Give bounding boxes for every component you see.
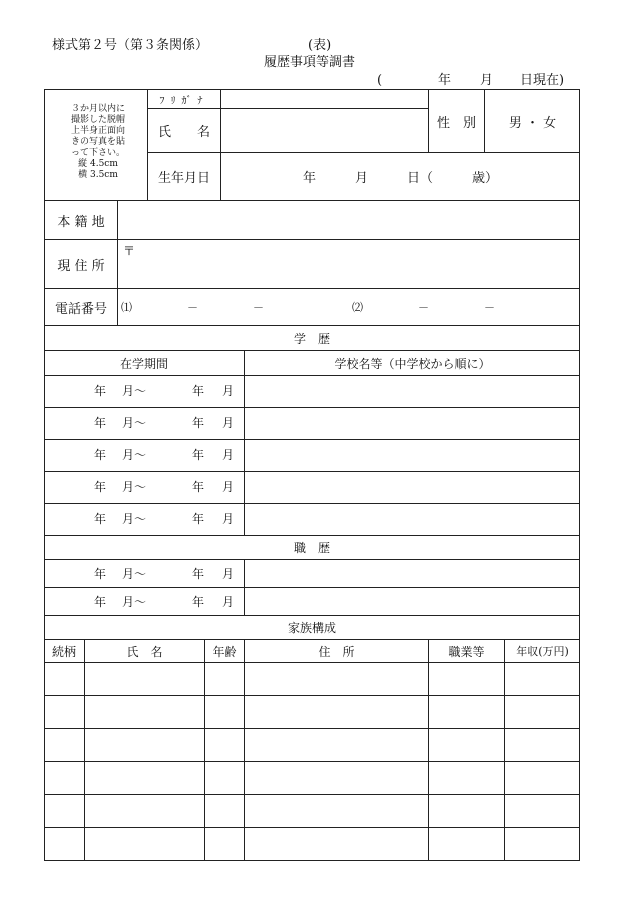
postal-mark: 〒: [123, 244, 136, 258]
family-row-line: [44, 827, 580, 828]
domicile-label: 本 籍 地: [57, 214, 105, 230]
family-header-income: 年収(万円): [516, 645, 569, 658]
name-label: 氏 名: [157, 125, 210, 140]
edu-school-header: 学校名等（中学校から順に）: [334, 356, 491, 371]
edu-from-month: 月〜: [122, 448, 147, 462]
furigana-field[interactable]: [221, 90, 427, 108]
career-to-month: 月: [222, 595, 235, 609]
family-header-address: 住 所: [318, 644, 355, 659]
family-header-line: [44, 662, 580, 663]
sex-label: 性 別: [436, 115, 476, 131]
date-paren-open: (: [377, 73, 383, 88]
career-title-line: [44, 559, 580, 560]
edu-to-year: 年: [192, 384, 205, 398]
career-from-month: 月〜: [122, 567, 147, 581]
career-to-year: 年: [192, 567, 205, 581]
phone-label: 電話番号: [54, 302, 107, 317]
career-from-year: 年: [94, 595, 107, 609]
edu-to-month: 月: [222, 416, 235, 430]
career-to-year: 年: [192, 595, 205, 609]
edu-row-line: [44, 407, 580, 408]
edu-from-year: 年: [94, 480, 107, 494]
edu-to-month: 月: [222, 448, 235, 462]
career-from-year: 年: [94, 567, 107, 581]
address-field[interactable]: [140, 240, 578, 288]
family-section-title: 家族構成: [287, 621, 336, 635]
family-row-line: [44, 794, 580, 795]
address-bottom-line: [44, 288, 580, 289]
edu-to-month: 月: [222, 512, 235, 526]
date-year-label: 年: [438, 73, 452, 88]
edu-from-year: 年: [94, 512, 107, 526]
family-header-occupation: 職業等: [448, 644, 485, 659]
family-row-line: [44, 695, 580, 696]
career-row-line: [44, 587, 580, 588]
edu-header-line: [44, 375, 580, 376]
edu-from-month: 月〜: [122, 384, 147, 398]
family-header-relation: 続柄: [51, 644, 76, 659]
page-title: 履歴事項等調書: [264, 55, 356, 70]
date-suffix-label: 日現在): [520, 73, 565, 88]
family-header-name: 氏 名: [126, 644, 163, 659]
name-field[interactable]: [221, 109, 427, 152]
career-section-title: 職 歴: [293, 541, 330, 555]
form-number: 様式第２号（第３条関係）: [52, 38, 209, 53]
birth-date-field[interactable]: 年 月 日（ 歳）: [302, 171, 498, 186]
edu-period-divider: [244, 350, 245, 536]
edu-from-year: 年: [94, 448, 107, 462]
edu-from-month: 月〜: [122, 512, 147, 526]
edu-to-month: 月: [222, 480, 235, 494]
edu-row-line: [44, 439, 580, 440]
edu-row-line: [44, 471, 580, 472]
education-section-title: 学 歴: [293, 332, 330, 346]
edu-from-month: 月〜: [122, 416, 147, 430]
edu-to-year: 年: [192, 416, 205, 430]
edu-to-year: 年: [192, 480, 205, 494]
phone-field-2[interactable]: ⑵ － －: [352, 301, 495, 314]
date-month-label: 月: [480, 73, 494, 88]
address-label: 現 住 所: [57, 258, 105, 274]
edu-from-month: 月〜: [122, 480, 147, 494]
edu-to-year: 年: [192, 512, 205, 526]
edu-from-year: 年: [94, 384, 107, 398]
domicile-field[interactable]: [118, 201, 579, 239]
edu-from-year: 年: [94, 416, 107, 430]
edu-to-year: 年: [192, 448, 205, 462]
edu-period-header: 在学期間: [119, 356, 168, 371]
furigana-label: ﾌﾘｶﾞﾅ: [159, 95, 209, 107]
phone-field-1[interactable]: ⑴ － －: [121, 301, 264, 314]
sex-option[interactable]: 男 ・ 女: [508, 115, 557, 131]
photo-instructions: ３か月以内に 撮影した脱帽 上半身正面向 きの写真を貼 って下さい。 縦 4.5cm 横 3.5cm: [70, 104, 125, 180]
family-row-line: [44, 761, 580, 762]
birth-label: 生年月日: [157, 171, 210, 186]
career-from-month: 月〜: [122, 595, 147, 609]
family-row-line: [44, 728, 580, 729]
career-to-month: 月: [222, 567, 235, 581]
family-header-age: 年齢: [212, 644, 237, 659]
edu-to-month: 月: [222, 384, 235, 398]
side-label: (表): [308, 38, 332, 53]
edu-row-line: [44, 503, 580, 504]
